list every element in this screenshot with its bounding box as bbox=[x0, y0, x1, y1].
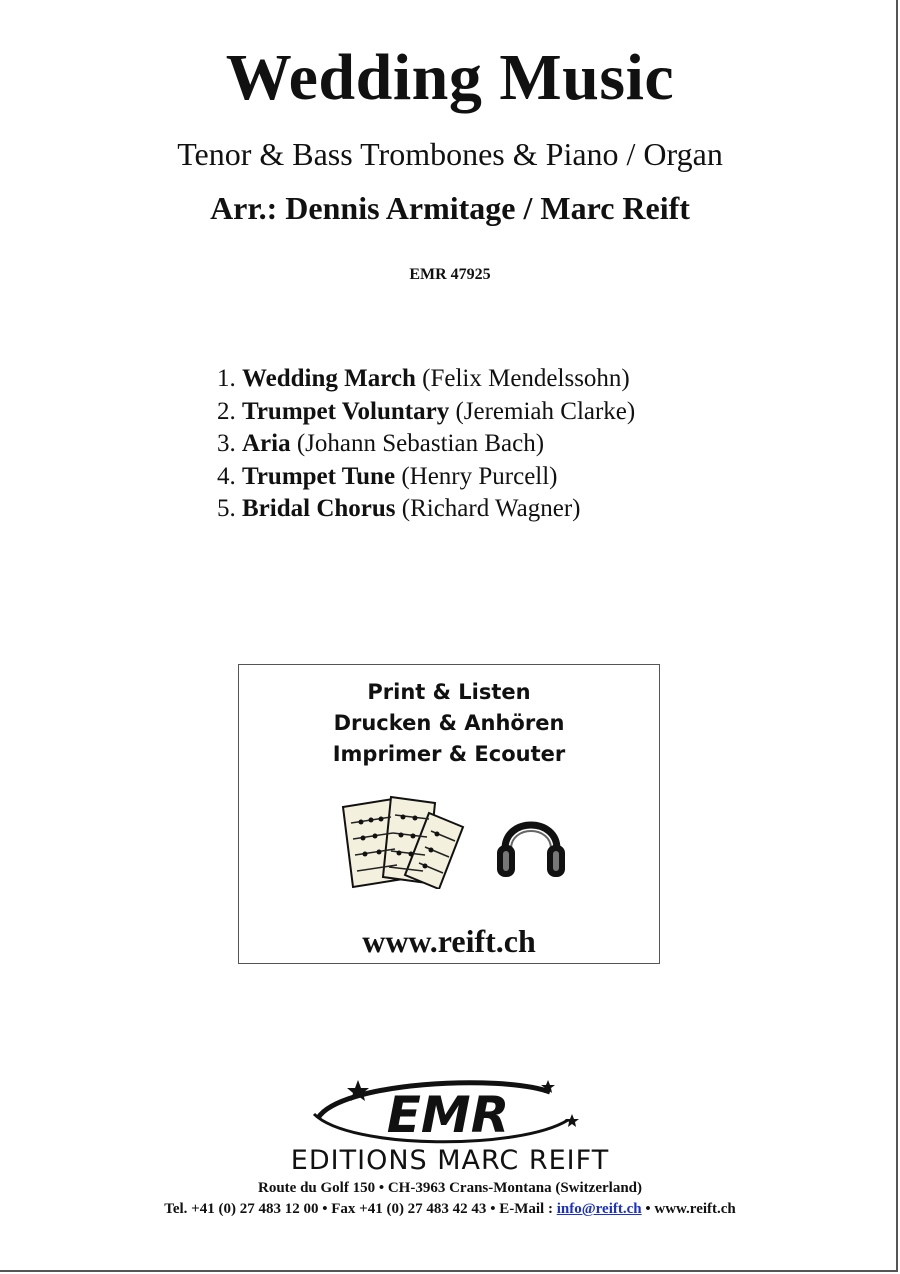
piece-name: Bridal Chorus bbox=[242, 495, 396, 522]
piece-name: Trumpet Voluntary bbox=[242, 397, 450, 425]
contents-item: 2. Trumpet Voluntary (Jeremiah Clarke) bbox=[217, 397, 636, 425]
svg-text:EMR: EMR bbox=[386, 1086, 510, 1144]
contents-item: 5. Bridal Chorus (Richard Wagner) bbox=[217, 495, 581, 522]
piece-name: Aria bbox=[242, 430, 291, 457]
print-listen-box bbox=[238, 664, 660, 964]
promo-website-link[interactable]: www.reift.ch bbox=[362, 923, 536, 959]
emr-logo bbox=[300, 1074, 590, 1148]
arranger-credit: Arr.: Dennis Armitage / Marc Reift bbox=[210, 190, 690, 226]
email-label: E-Mail : bbox=[499, 1201, 553, 1217]
sheet-music-icon bbox=[339, 793, 467, 889]
fax-number: Fax +41 (0) 27 483 42 43 bbox=[331, 1201, 487, 1217]
contents-item: 4. Trumpet Tune (Henry Purcell) bbox=[217, 462, 558, 490]
piece-name: Wedding March bbox=[242, 365, 416, 392]
publisher-wordmark: EDITIONS MARC REIFT bbox=[290, 1145, 610, 1176]
composer: (Felix Mendelssohn) bbox=[422, 365, 630, 392]
catalog-number: EMR 47925 bbox=[409, 266, 491, 283]
piece-name: Trumpet Tune bbox=[242, 462, 396, 490]
score-title: Wedding Music bbox=[225, 41, 675, 114]
composer: (Johann Sebastian Bach) bbox=[296, 430, 545, 457]
publisher-address: Route du Golf 150 • CH-3963 Crans-Montana (Switzerland) bbox=[258, 1180, 642, 1196]
phone-number: Tel. +41 (0) 27 483 12 00 bbox=[164, 1201, 319, 1217]
promo-line-en: Print & Listen bbox=[367, 680, 531, 704]
composer: (Henry Purcell) bbox=[401, 462, 558, 490]
contents-item: 1. Wedding March (Felix Mendelssohn) bbox=[217, 365, 630, 392]
contents-item: 3. Aria (Johann Sebastian Bach) bbox=[217, 430, 545, 457]
contents-list bbox=[217, 363, 635, 526]
website-link[interactable]: www.reift.ch bbox=[654, 1201, 736, 1217]
publisher-contact: Tel. +41 (0) 27 483 12 00 • Fax +41 (0) 27 483 42 43 • E-Mail : info@reift.ch • www.reift.ch bbox=[164, 1201, 736, 1217]
headphones-icon bbox=[495, 805, 567, 881]
promo-line-de: Drucken & Anhören bbox=[333, 711, 565, 735]
email-link[interactable]: info@reift.ch bbox=[556, 1201, 642, 1217]
composer: (Richard Wagner) bbox=[401, 495, 581, 522]
composer: (Jeremiah Clarke) bbox=[455, 397, 636, 425]
promo-line-fr: Imprimer & Ecouter bbox=[332, 742, 566, 766]
instrumentation: Tenor & Bass Trombones & Piano / Organ bbox=[177, 136, 723, 172]
